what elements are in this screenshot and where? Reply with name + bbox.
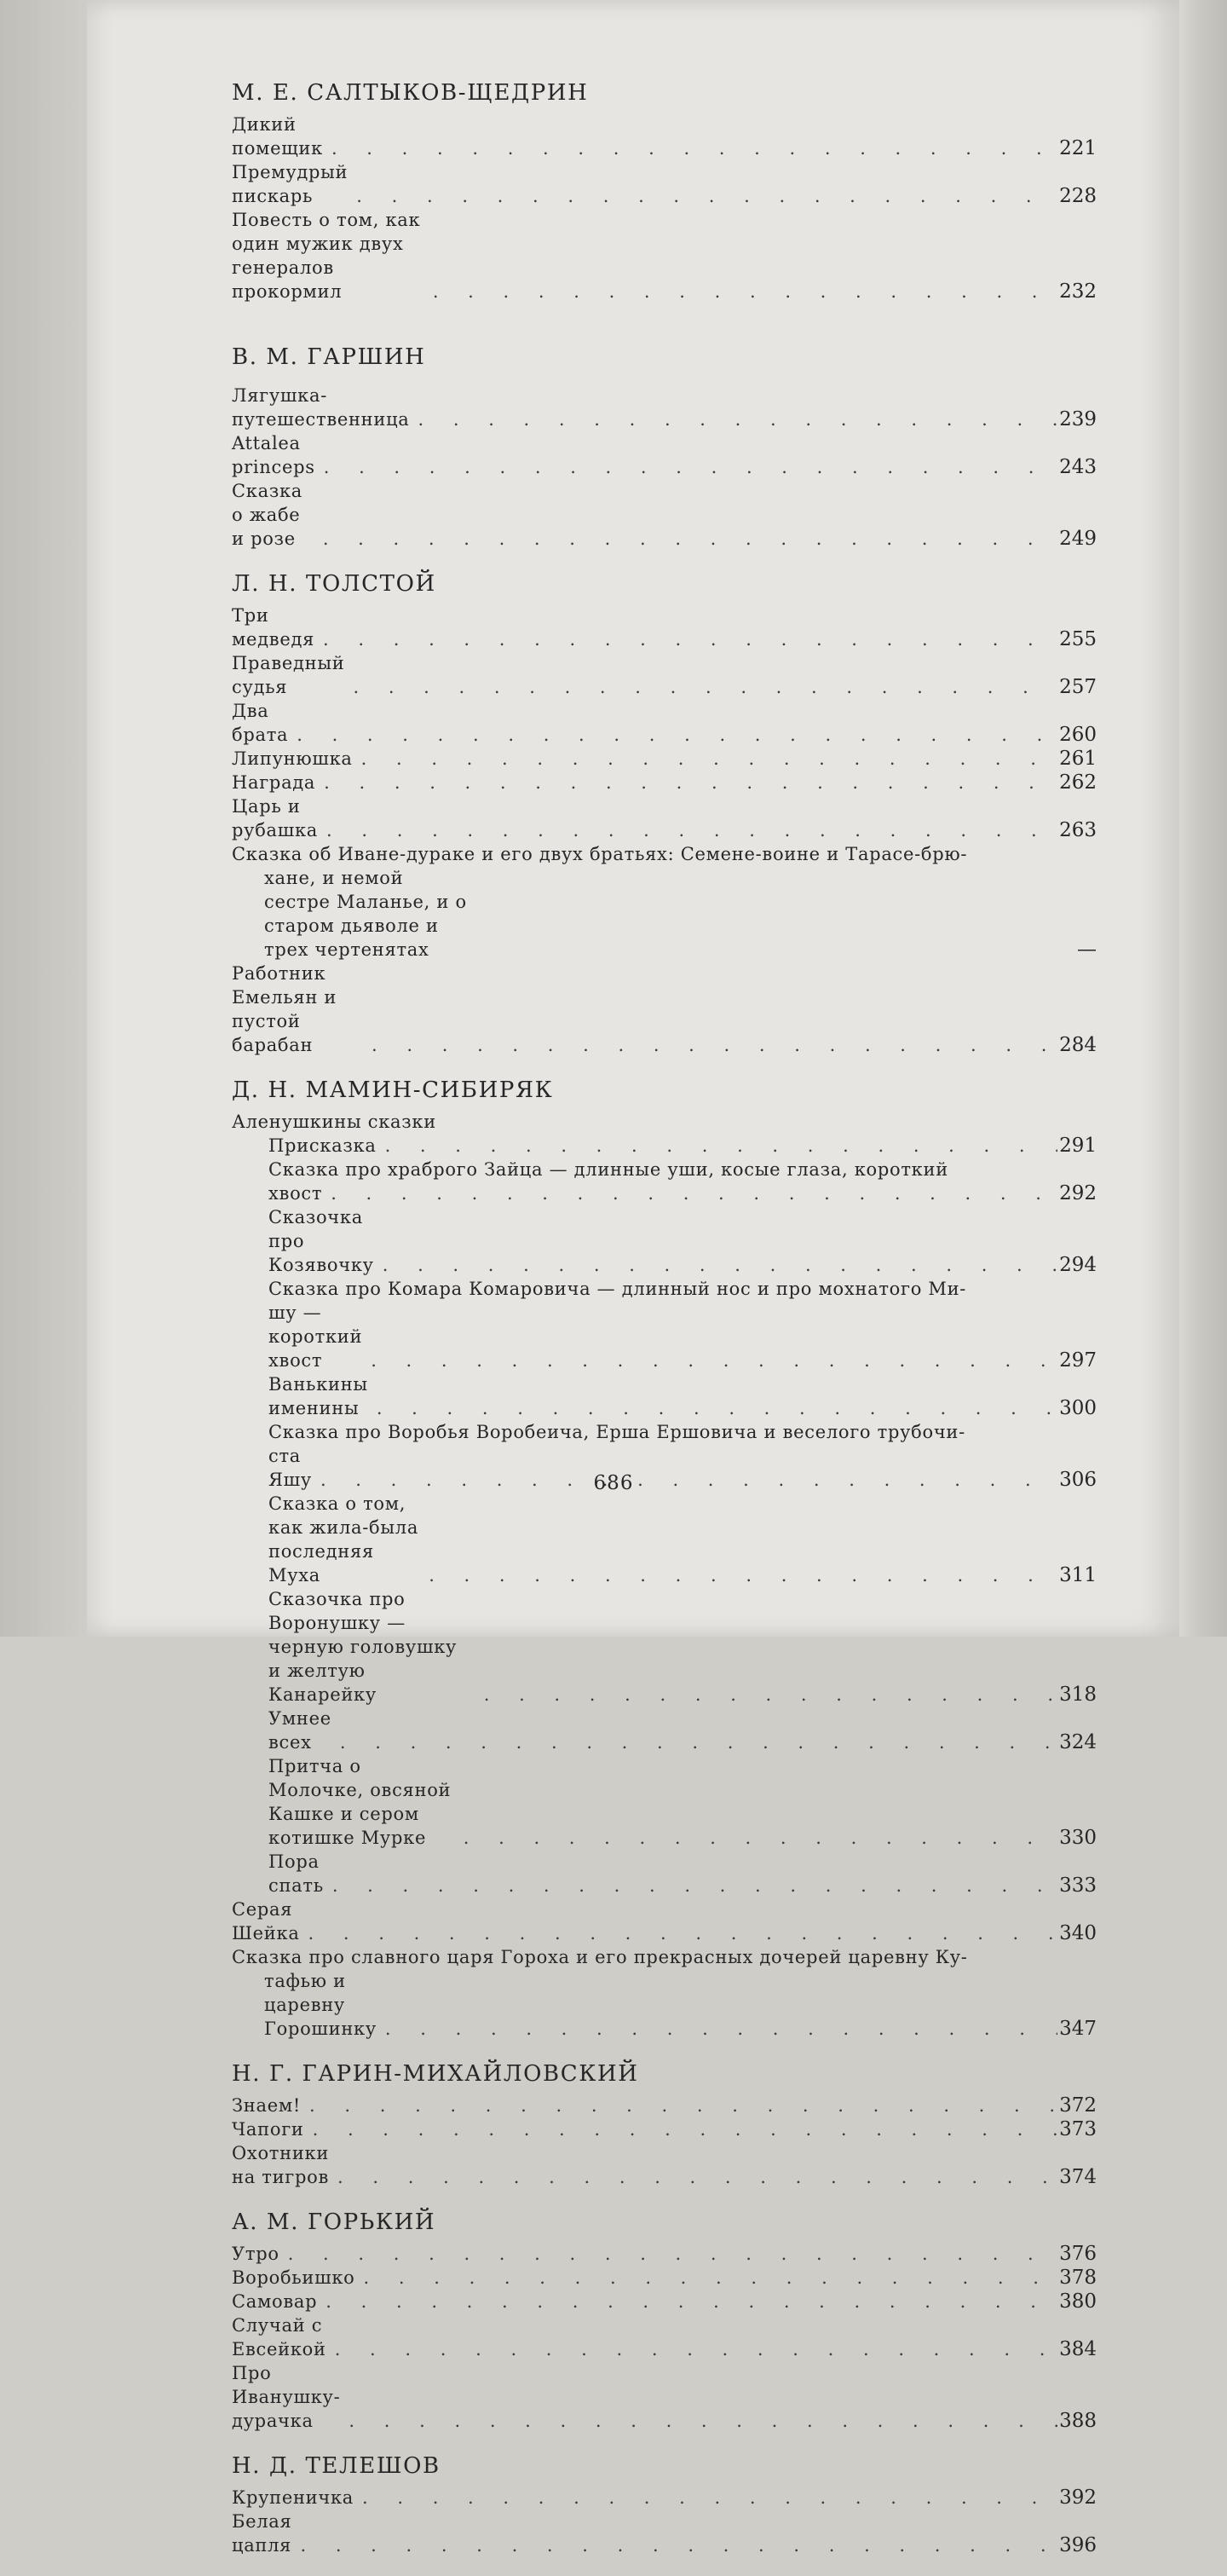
entry-page: 333 <box>1059 1874 1097 1897</box>
toc-entry <box>232 479 1097 551</box>
toc-entry <box>232 794 1097 842</box>
dot-leader <box>348 184 1057 208</box>
entry-title: Утро <box>232 2244 279 2264</box>
toc-entry <box>232 160 1097 208</box>
entry-page: 300 <box>1059 1397 1097 1419</box>
dot-leader <box>374 1253 1057 1277</box>
toc-entry <box>232 384 1097 431</box>
entry-title: Белая цапля <box>232 2511 292 2556</box>
dot-leader <box>322 1181 1057 1205</box>
author-heading: Н. Г. ГАРИН-МИХАЙЛОВСКИЙ <box>232 2061 639 2087</box>
entry-page: 243 <box>1059 456 1097 478</box>
entry-last-line <box>268 1301 1097 1372</box>
table-of-contents <box>232 78 1097 2576</box>
toc-entry <box>232 1205 1097 1277</box>
toc-entry <box>232 2361 1097 2433</box>
entry-page: 378 <box>1059 2267 1097 2289</box>
dot-leader <box>329 2165 1057 2189</box>
entry-title: Сказочка про Козявочку <box>268 1207 374 1275</box>
entry-page: 347 <box>1059 2018 1097 2040</box>
toc-entry-multiline <box>232 1277 1097 1372</box>
entry-title: Про Иванушку-дурачка <box>232 2363 341 2431</box>
toc-section <box>232 2208 1097 2433</box>
toc-section <box>232 1076 1097 2041</box>
entry-page: 262 <box>1059 771 1097 794</box>
toc-entry <box>232 1850 1097 1897</box>
entry-title-line: ста Яшу <box>268 1446 312 1490</box>
entry-page: — <box>1077 939 1097 961</box>
group-title: Аленушкины сказки <box>232 1112 436 1132</box>
toc-entry <box>232 747 1097 771</box>
entry-title: Ванькины именины <box>268 1374 368 1418</box>
entry-title: Крупеничка <box>232 2487 354 2508</box>
dot-leader <box>340 2409 1057 2433</box>
page-edge <box>1179 0 1227 1637</box>
dot-leader <box>363 1033 1057 1057</box>
author-heading: Н. Д. ТЕЛЕШОВ <box>232 2453 441 2479</box>
entry-page: 249 <box>1059 528 1097 550</box>
entry-page: 221 <box>1059 137 1097 159</box>
dot-leader <box>353 747 1057 771</box>
toc-entry <box>232 1492 1097 1587</box>
toc-entry <box>232 1134 1097 1158</box>
group-heading <box>232 1110 1097 1134</box>
toc-entry <box>232 2486 1097 2510</box>
toc-entry <box>232 651 1097 699</box>
dot-leader <box>315 455 1057 479</box>
entry-title-line: хане, и немой сестре Маланье, и о старом дьяволе и трех чертенятах <box>264 868 467 960</box>
entry-title: Награда <box>232 772 316 793</box>
toc-entry <box>232 431 1097 479</box>
dot-leader <box>301 2094 1057 2117</box>
entry-page: 311 <box>1059 1564 1097 1586</box>
toc-section <box>232 78 1097 303</box>
entry-last-line <box>232 866 1097 962</box>
toc-entry <box>232 962 1097 1057</box>
toc-entry <box>232 2094 1097 2117</box>
toc-entry <box>232 1707 1097 1754</box>
entry-title: Липунюшка <box>232 748 353 769</box>
entry-title-line: Сказка про Комара Комаровича — длинный нос и про мохнатого Ми- <box>268 1279 967 1299</box>
toc-entry-multiline <box>232 1945 1097 2041</box>
dot-leader <box>368 1396 1057 1420</box>
toc-entry <box>232 699 1097 747</box>
toc-section <box>232 2452 1097 2557</box>
author-heading: Д. Н. МАМИН-СИБИРЯК <box>232 1077 554 1103</box>
entry-title: Чапоги <box>232 2119 304 2140</box>
entry-page: 384 <box>1059 2338 1097 2360</box>
page-number: 686 <box>593 1472 634 1494</box>
dot-leader <box>318 818 1057 842</box>
dot-leader <box>314 627 1057 651</box>
dot-leader <box>324 1874 1057 1897</box>
toc-section <box>232 2059 1097 2189</box>
dot-leader <box>410 407 1058 431</box>
entry-title: Лягушка-путешественница <box>232 385 410 430</box>
toc-entry <box>232 771 1097 794</box>
entry-page: 263 <box>1059 819 1097 841</box>
entry-title: Два брата <box>232 701 289 745</box>
page-gutter-shadow <box>0 0 87 1637</box>
entry-title: Сказочка про Воронушку — черную головушку и желтую Канарейку <box>268 1589 458 1705</box>
entry-page: 318 <box>1059 1684 1097 1706</box>
toc-entry <box>232 604 1097 651</box>
toc-entry <box>232 2266 1097 2290</box>
entry-page: 340 <box>1059 1922 1097 1944</box>
toc-entry-multiline <box>232 842 1097 962</box>
toc-entry <box>232 2117 1097 2141</box>
entry-page: 284 <box>1059 1034 1097 1056</box>
toc-entry <box>232 1372 1097 1420</box>
entry-page: 260 <box>1059 724 1097 746</box>
entry-title: Работник Емельян и пустой барабан <box>232 963 337 1055</box>
author-heading: А. М. ГОРЬКИЙ <box>232 2209 436 2235</box>
dot-leader <box>279 2242 1057 2266</box>
toc-entry <box>232 2141 1097 2189</box>
dot-leader <box>377 2017 1057 2041</box>
entry-page: 324 <box>1059 1731 1097 1753</box>
entry-page: 228 <box>1059 185 1097 207</box>
entry-title: Сказка о том, как жила-была последняя Муха <box>268 1493 419 1585</box>
toc-entry <box>232 2313 1097 2361</box>
dot-leader <box>300 1921 1057 1945</box>
dot-leader <box>315 771 1057 794</box>
dot-leader <box>323 136 1057 160</box>
entry-page: 232 <box>1059 280 1097 303</box>
entry-title: Царь и рубашка <box>232 796 319 840</box>
dot-leader <box>424 280 1057 303</box>
entry-title: Пора спать <box>268 1851 324 1896</box>
entry-title: Повесть о том, как один мужик двух генералов прокормил <box>232 210 421 302</box>
entry-title: Серая Шейка <box>232 1899 300 1944</box>
entry-title: Притча о Молочке, овсяной Кашке и сером котишке Мурке <box>268 1756 452 1848</box>
author-heading: Л. Н. ТОЛСТОЙ <box>232 571 436 597</box>
dot-leader <box>354 2486 1057 2510</box>
entry-title-line: шу — короткий хвост <box>268 1302 363 1371</box>
entry-page: 306 <box>1059 1469 1097 1491</box>
entry-last-line <box>268 1181 1097 1205</box>
entry-page: 330 <box>1059 1827 1097 1849</box>
dot-leader <box>326 2337 1057 2361</box>
toc-entry <box>232 113 1097 160</box>
entry-title: Премудрый пискарь <box>232 162 349 206</box>
entry-page: 373 <box>1059 2118 1097 2140</box>
entry-title-line: Сказка об Иване-дураке и его двух братьях: Семене-воине и Тарасе-брю- <box>232 844 968 864</box>
entry-page: 255 <box>1059 628 1097 650</box>
entry-title-line: тафью и царевну Горошинку <box>264 1971 377 2039</box>
entry-page: 292 <box>1059 1182 1097 1204</box>
entry-page: 297 <box>1059 1349 1097 1372</box>
toc-entry <box>232 2510 1097 2557</box>
toc-entry <box>232 1754 1097 1850</box>
entry-page: 261 <box>1059 748 1097 770</box>
entry-page: 294 <box>1059 1254 1097 1276</box>
entry-title: Охотники на тигров <box>232 2143 330 2187</box>
entry-title: Дикий помещик <box>232 114 323 159</box>
entry-page: 239 <box>1059 408 1097 430</box>
entry-title-line: Сказка про Воробья Воробеича, Ерша Ершовича и веселого трубочи- <box>268 1422 965 1442</box>
entry-title-line: хвост <box>268 1183 323 1204</box>
dot-leader <box>362 1349 1057 1372</box>
toc-section <box>232 343 1097 551</box>
dot-leader <box>355 2266 1057 2290</box>
toc-entry <box>232 1587 1097 1707</box>
toc-entry <box>232 208 1097 303</box>
author-heading: В. М. ГАРШИН <box>232 344 426 370</box>
dot-leader <box>304 2117 1057 2141</box>
entry-page: 376 <box>1059 2243 1097 2265</box>
dot-leader <box>344 675 1057 699</box>
dot-leader <box>317 2290 1057 2313</box>
toc-entry-multiline <box>232 1158 1097 1205</box>
entry-last-line <box>232 1969 1097 2041</box>
entry-page: 374 <box>1059 2166 1097 2188</box>
dot-leader <box>291 2533 1057 2557</box>
toc-entry <box>232 2242 1097 2266</box>
entry-title: Три медведя <box>232 605 315 650</box>
dot-leader <box>455 1826 1057 1850</box>
entry-title: Сказка о жабе и розе <box>232 481 303 549</box>
entry-title: Праведный судья <box>232 653 345 697</box>
toc-entry <box>232 2290 1097 2313</box>
entry-page: 380 <box>1059 2290 1097 2313</box>
entry-title: Воробьишко <box>232 2267 355 2288</box>
entry-page: 388 <box>1059 2410 1097 2432</box>
entry-title: Самовар <box>232 2291 318 2312</box>
entry-title: Attalea princeps <box>232 433 315 477</box>
entry-title: Присказка <box>268 1135 377 1156</box>
toc-entry <box>232 1897 1097 1945</box>
entry-page: 392 <box>1059 2486 1097 2509</box>
entry-title-line: Сказка про храброго Зайца — длинные уши, косые глаза, короткий <box>268 1159 948 1180</box>
dot-leader <box>331 1730 1057 1754</box>
dot-leader <box>420 1563 1057 1587</box>
dot-leader <box>314 527 1057 551</box>
entry-title: Умнее всех <box>268 1708 331 1753</box>
entry-page: 291 <box>1059 1135 1097 1157</box>
author-heading: М. Е. САЛТЫКОВ-ЩЕДРИН <box>232 80 589 106</box>
entry-title: Случай с Евсейкой <box>232 2315 326 2359</box>
dot-leader <box>288 723 1057 747</box>
entry-page: 372 <box>1059 2094 1097 2117</box>
dot-leader <box>377 1134 1057 1158</box>
entry-title-line: Сказка про славного царя Гороха и его прекрасных дочерей царевну Ку- <box>232 1947 968 1967</box>
dot-leader <box>475 1683 1057 1707</box>
entry-page: 257 <box>1059 676 1097 698</box>
toc-section <box>232 569 1097 1057</box>
entry-title: Знаем! <box>232 2095 302 2116</box>
entry-page: 396 <box>1059 2534 1097 2556</box>
